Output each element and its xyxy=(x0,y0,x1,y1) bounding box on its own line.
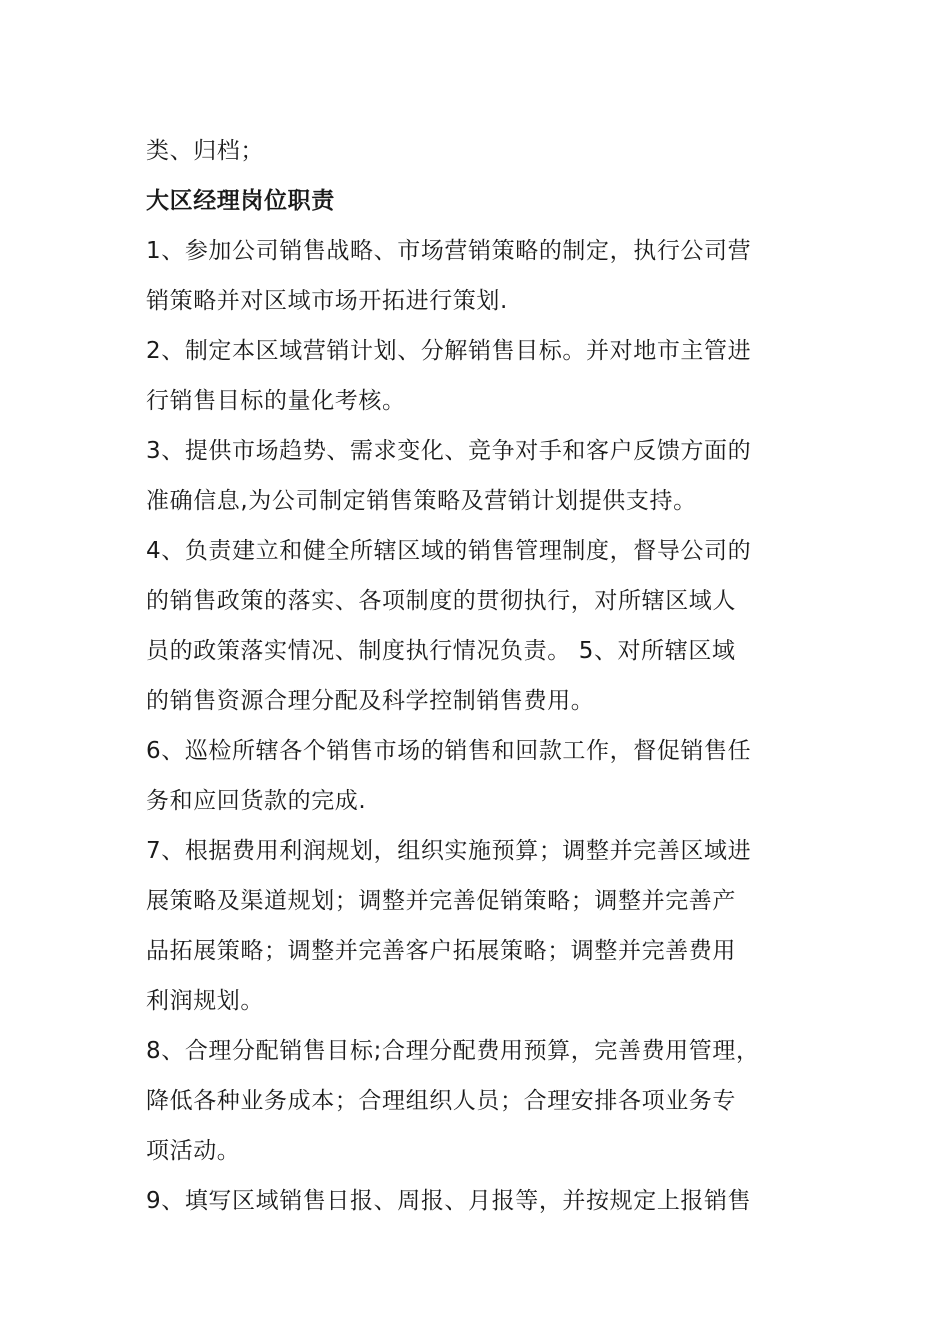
intro-line: 类、归档； xyxy=(146,138,264,164)
body-line-1: 1、参加公司销售战略、市场营销策略的制定，执行公司营 xyxy=(146,238,752,264)
body-line-14: 展策略及渠道规划；调整并完善促销策略；调整并完善产 xyxy=(146,888,736,914)
body-line-15: 品拓展策略；调整并完善客户拓展策略；调整并完善费用 xyxy=(146,938,736,964)
body-line-3: 2、制定本区域营销计划、分解销售目标。并对地市主管进 xyxy=(146,338,752,364)
body-line-4: 行销售目标的量化考核。 xyxy=(146,388,406,414)
body-line-20: 9、填写区域销售日报、周报、月报等，并按规定上报销售 xyxy=(146,1188,752,1214)
body-line-12: 务和应回货款的完成. xyxy=(146,788,367,814)
body-line-8: 的销售政策的落实、各项制度的贯彻执行，对所辖区域人 xyxy=(146,588,736,614)
body-line-19: 项活动。 xyxy=(146,1138,241,1164)
body-line-9: 员的政策落实情况、制度执行情况负责。 5、对所辖区域 xyxy=(146,638,736,664)
body-line-16: 利润规划。 xyxy=(146,988,264,1014)
body-line-17: 8、合理分配销售目标;合理分配费用预算，完善费用管理， xyxy=(146,1038,760,1064)
body-line-10: 的销售资源合理分配及科学控制销售费用。 xyxy=(146,688,595,714)
body-line-18: 降低各种业务成本；合理组织人员；合理安排各项业务专 xyxy=(146,1088,736,1114)
body-line-6: 准确信息,为公司制定销售策略及营销计划提供支持。 xyxy=(146,488,697,514)
section-heading: 大区经理岗位职责 xyxy=(146,188,335,214)
body-line-11: 6、巡检所辖各个销售市场的销售和回款工作，督促销售任 xyxy=(146,738,752,764)
body-line-7: 4、负责建立和健全所辖区域的销售管理制度，督导公司的 xyxy=(146,538,752,564)
body-line-13: 7、根据费用利润规划，组织实施预算；调整并完善区域进 xyxy=(146,838,752,864)
document-body xyxy=(146,126,808,1226)
body-line-2: 销策略并对区域市场开拓进行策划. xyxy=(146,288,508,314)
body-line-5: 3、提供市场趋势、需求变化、竞争对手和客户反馈方面的 xyxy=(146,438,752,464)
